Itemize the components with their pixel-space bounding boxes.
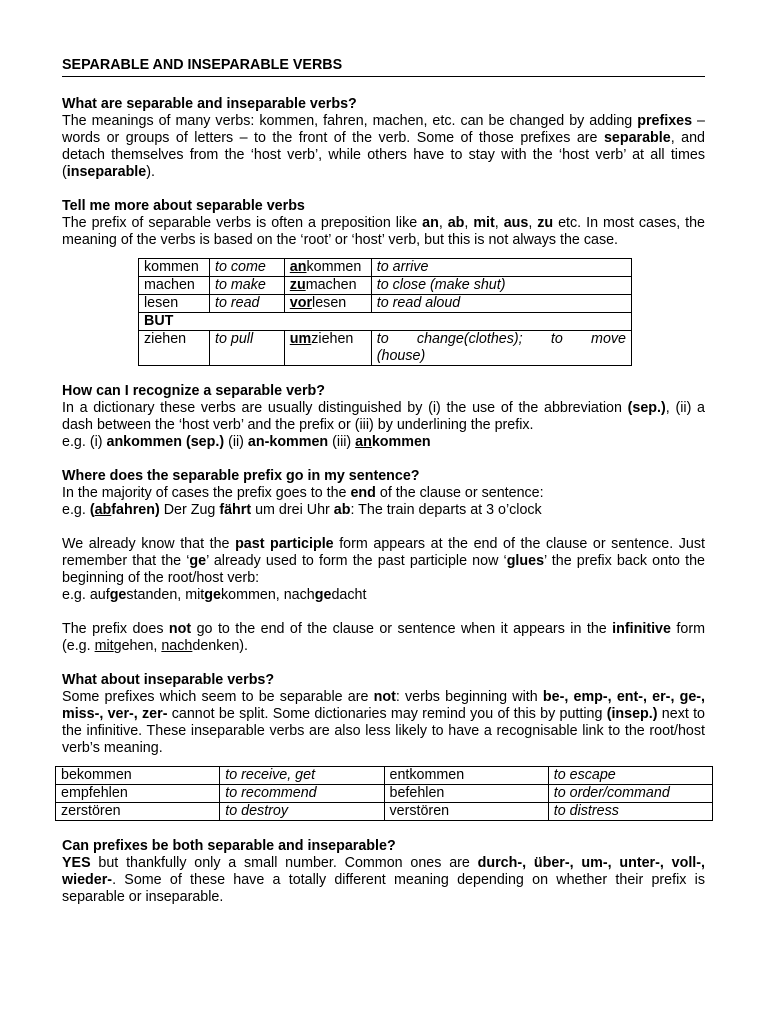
table-cell: entkommen	[384, 767, 548, 785]
paragraph: The prefix does not go to the end of the clause or sentence when it appears in the infinitive form (e.g. mitgehen, nachdenken).	[62, 621, 705, 654]
table-cell: zerstören	[56, 803, 220, 821]
table-cell: to pull	[209, 331, 284, 366]
example-line: e.g. aufgestanden, mitgekommen, nachgedacht	[62, 587, 367, 603]
table-cell: to destroy	[220, 803, 384, 821]
section-past-participle	[62, 536, 705, 604]
section-both	[62, 838, 705, 906]
table-cell: to recommend	[220, 785, 384, 803]
section-heading: Tell me more about separable verbs	[62, 198, 305, 214]
table-cell: zumachen	[284, 277, 371, 295]
table-row	[56, 785, 713, 803]
document-title: SEPARABLE AND INSEPARABLE VERBS	[62, 57, 705, 77]
table-cell: empfehlen	[56, 785, 220, 803]
section-tell-me-more	[62, 198, 705, 249]
table-row	[56, 803, 713, 821]
paragraph: The meanings of many verbs: kommen, fahren, machen, etc. can be changed by adding prefixes – words or groups of letters – to the front of the verb. Some of those prefixes are separable, and detach themselves from the ‘host verb’, while others have to stay with the ‘host verb’ at all times (inseparable).	[62, 113, 705, 180]
table-cell: ankommen	[284, 259, 371, 277]
table-row	[139, 295, 632, 313]
section-heading: Can prefixes be both separable and inseparable?	[62, 838, 396, 854]
example-line: e.g. (abfahren) Der Zug fährt um drei Uhr ab: The train departs at 3 o’clock	[62, 502, 542, 518]
table-cell: vorlesen	[284, 295, 371, 313]
table-cell: kommen	[139, 259, 210, 277]
section-where-prefix	[62, 468, 705, 519]
table-cell: machen	[139, 277, 210, 295]
table-cell: to receive, get	[220, 767, 384, 785]
table-cell: to close (make shut)	[371, 277, 631, 295]
table-cell: bekommen	[56, 767, 220, 785]
table-cell: to distress	[548, 803, 712, 821]
table-row	[56, 767, 713, 785]
section-recognize	[62, 383, 705, 451]
inseparable-verbs-table	[55, 766, 713, 821]
table-cell: verstören	[384, 803, 548, 821]
section-inseparable	[62, 672, 705, 757]
table-row	[139, 277, 632, 295]
separable-verbs-table	[138, 258, 632, 366]
paragraph: YES but thankfully only a small number. Common ones are durch-, über-, um-, unter-, voll-, wieder-. Some of these have a totally different meaning depending on whether their prefix is separable or inseparable.	[62, 855, 705, 905]
section-heading: Where does the separable prefix go in my sentence?	[62, 468, 420, 484]
section-heading: What are separable and inseparable verbs?	[62, 96, 357, 112]
table-cell: ziehen	[139, 331, 210, 366]
example-line: e.g. (i) ankommen (sep.) (ii) an-kommen (iii) ankommen	[62, 434, 431, 450]
section-infinitive	[62, 621, 705, 655]
table-cell: to come	[209, 259, 284, 277]
table-cell: to order/command	[548, 785, 712, 803]
table-cell: to make	[209, 277, 284, 295]
paragraph: In the majority of cases the prefix goes to the end of the clause or sentence:	[62, 485, 544, 501]
table-cell: to arrive	[371, 259, 631, 277]
table-cell: to change(clothes); to move (house)	[371, 331, 631, 366]
paragraph: Some prefixes which seem to be separable are not: verbs beginning with be-, emp-, ent-, er-, ge-, miss-, ver-, zer- cannot be split. Some dictionaries may remind you of this by putting (insep.) next to the infinitive. These inseparable verbs are also less likely to have a recognisable link to the root/host verb’s meaning.	[62, 689, 706, 756]
section-heading: How can I recognize a separable verb?	[62, 383, 325, 399]
paragraph: The prefix of separable verbs is often a preposition like an, ab, mit, aus, zu etc. In most cases, the meaning of the verbs is based on the ‘root’ or ‘host’ verb, but this is not always the case.	[62, 215, 706, 248]
section-what-are	[62, 96, 705, 181]
table-row-but	[139, 313, 632, 331]
table-cell: to read	[209, 295, 284, 313]
section-heading: What about inseparable verbs?	[62, 672, 275, 688]
table-cell: lesen	[139, 295, 210, 313]
table-cell: to escape	[548, 767, 712, 785]
table-cell: to read aloud	[371, 295, 631, 313]
table-row	[139, 331, 632, 366]
table-cell: BUT	[139, 313, 632, 331]
paragraph: In a dictionary these verbs are usually distinguished by (i) the use of the abbreviation (sep.), (ii) a dash between the ‘host verb’ and the prefix or (iii) by underlining the prefix.	[62, 400, 705, 433]
paragraph: We already know that the past participle form appears at the end of the clause or sentence. Just remember that the ‘ge’ already used to form the past participle now ‘glues’ the prefix back onto the beginning of the root/host verb:	[62, 536, 705, 586]
document-page	[62, 57, 705, 906]
table-cell: befehlen	[384, 785, 548, 803]
table-row	[139, 259, 632, 277]
table-cell: umziehen	[284, 331, 371, 366]
